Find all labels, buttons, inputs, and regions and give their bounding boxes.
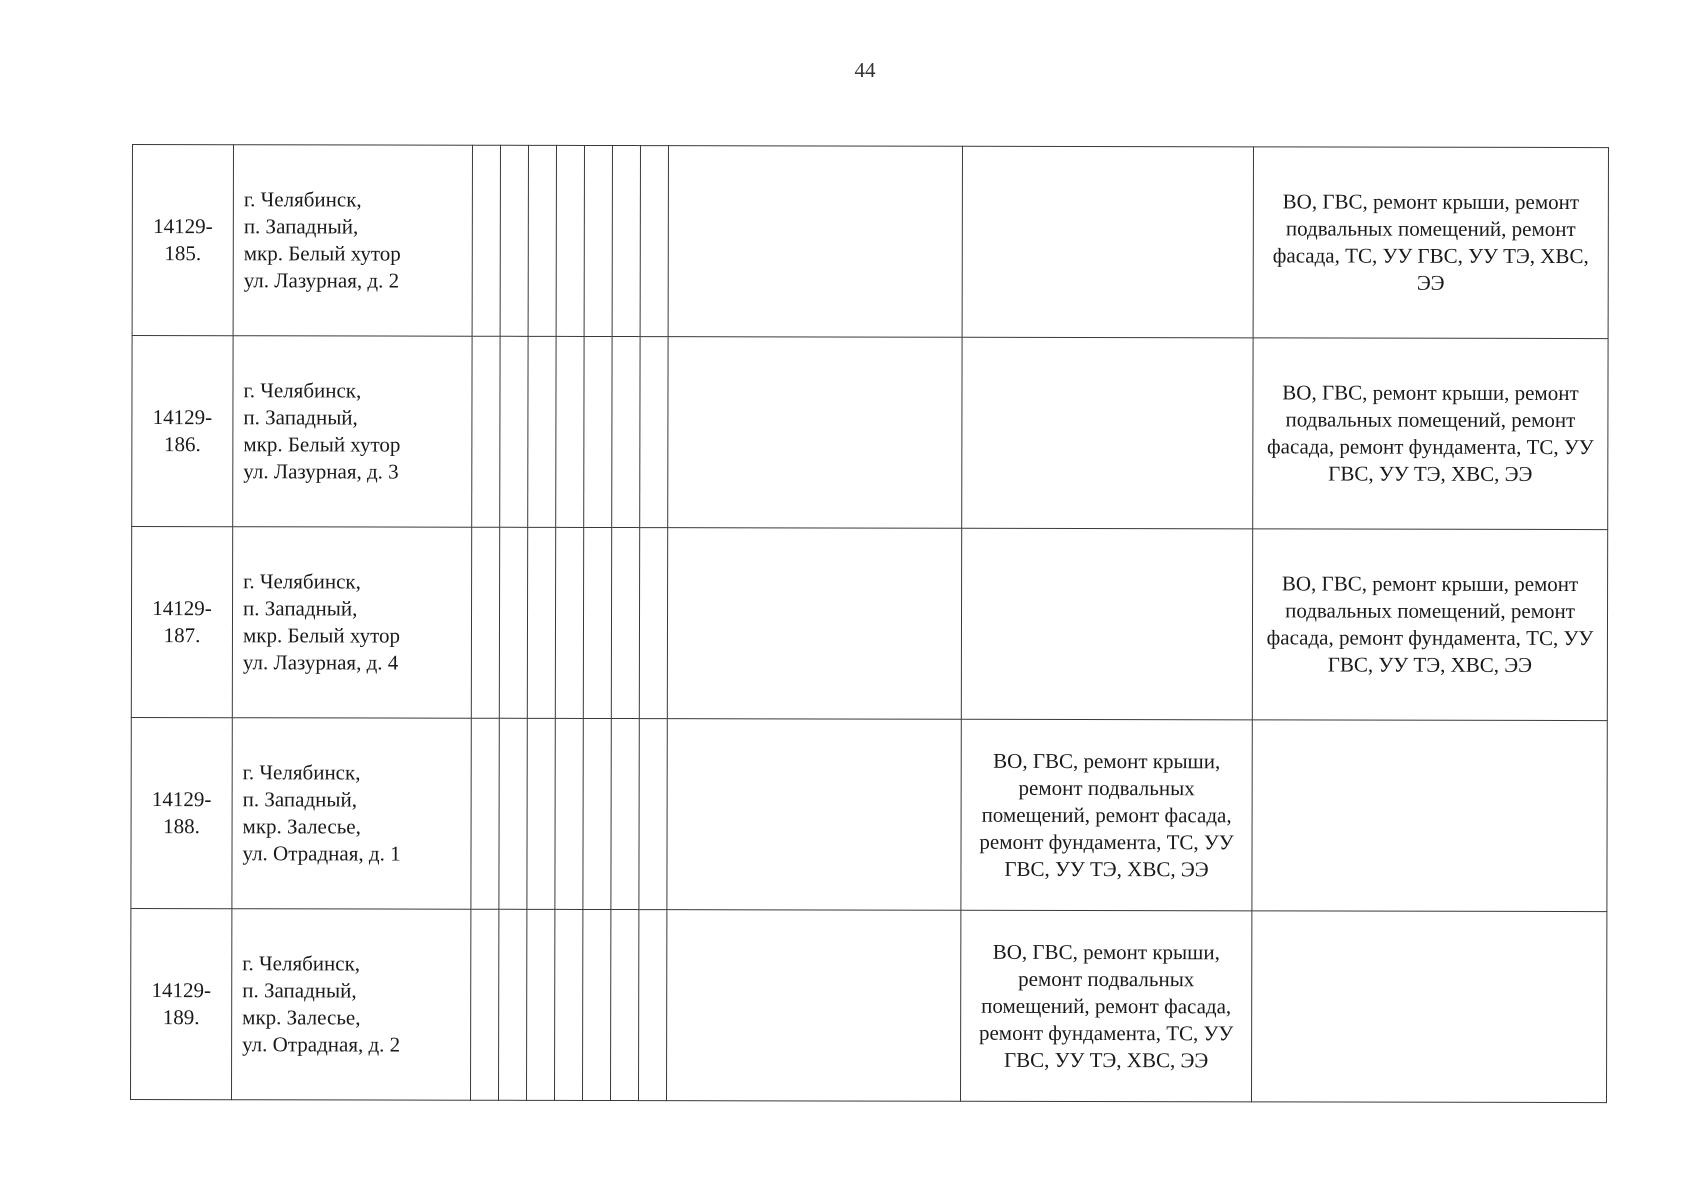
empty-cell: [612, 337, 640, 528]
address-line: мкр. Залесье,: [242, 1005, 361, 1030]
work-list-cell: ВО, ГВС, ремонт крыши, ремонт подвальных помещений, ремонт фасада, ремонт фундамента, ТС, УУ ГВС, УУ ТЭ, ХВС, ЭЭ: [1252, 529, 1607, 721]
address-line: ул. Отрадная, д. 2: [242, 1032, 401, 1057]
empty-cell: [527, 527, 555, 718]
work-list-cell: ВО, ГВС, ремонт крыши, ремонт подвальных помещений, ремонт фасада, ремонт фундамента, ТС, УУ ГВС, УУ ТЭ, ХВС, ЭЭ: [960, 910, 1251, 1102]
empty-cell: [612, 146, 640, 337]
empty-cell: [640, 337, 668, 528]
work-list-cell: [1252, 720, 1607, 912]
address-line: г. Челябинск,: [243, 378, 362, 403]
address-line: ул. Лазурная, д. 3: [243, 459, 399, 484]
address-line: мкр. Залесье,: [242, 814, 361, 839]
register-body: [130, 145, 1608, 1103]
table-row: [132, 145, 1608, 339]
work-list-cell: [962, 337, 1253, 529]
address-line: г. Челябинск,: [243, 569, 361, 594]
work-list-cell: ВО, ГВС, ремонт крыши, ремонт подвальных помещений, ремонт фасада, ремонт фундамента, ТС, УУ ГВС, УУ ТЭ, ХВС, ЭЭ: [961, 719, 1252, 911]
address-line: п. Западный,: [243, 214, 359, 239]
work-list-cell: [1251, 911, 1606, 1103]
work-list-cell: [961, 528, 1252, 720]
empty-cell: [668, 146, 962, 338]
empty-cell: [555, 718, 583, 909]
empty-cell: [527, 718, 555, 909]
empty-cell: [583, 718, 611, 909]
address-line: мкр. Белый хутор: [243, 241, 401, 266]
empty-cell: [470, 909, 498, 1100]
empty-cell: [472, 145, 500, 336]
empty-cell: [498, 909, 526, 1100]
empty-cell: [639, 528, 667, 719]
address-cell: [233, 145, 472, 337]
empty-cell: [610, 910, 638, 1101]
row-number: 14129- 189.: [130, 908, 231, 1099]
empty-cell: [556, 145, 584, 336]
empty-cell: [582, 909, 610, 1100]
empty-cell: [528, 336, 556, 527]
page-number: 44: [854, 58, 876, 82]
address-line: ул. Отрадная, д. 1: [242, 841, 401, 866]
address-line: ул. Лазурная, д. 2: [243, 268, 400, 293]
row-number: 14129- 186.: [132, 336, 233, 527]
empty-cell: [584, 145, 612, 336]
address-cell: [232, 718, 471, 910]
empty-cell: [555, 527, 583, 718]
work-list-cell: ВО, ГВС, ремонт крыши, ремонт подвальных помещений, ремонт фасада, ремонт фундамента, ТС, УУ ГВС, УУ ТЭ, ХВС, ЭЭ: [1253, 338, 1608, 530]
empty-cell: [499, 718, 527, 909]
empty-cell: [667, 719, 961, 911]
address-line: п. Западный,: [243, 596, 358, 621]
empty-cell: [471, 718, 499, 909]
empty-cell: [611, 528, 639, 719]
empty-cell: [500, 145, 528, 336]
address-line: г. Челябинск,: [242, 951, 361, 976]
row-number: 14129- 188.: [131, 717, 232, 908]
empty-cell: [471, 527, 499, 718]
empty-cell: [499, 527, 527, 718]
address-line: п. Западный,: [243, 405, 358, 430]
empty-cell: [639, 719, 667, 910]
empty-cell: [556, 336, 584, 527]
empty-cell: [638, 910, 666, 1101]
table-row: [130, 908, 1606, 1102]
empty-cell: [583, 527, 611, 718]
table-row: [132, 336, 1608, 530]
work-list-cell: [962, 146, 1253, 338]
empty-cell: [584, 336, 612, 527]
empty-cell: [472, 336, 500, 527]
address-line: п. Западный,: [242, 978, 357, 1003]
empty-cell: [666, 910, 960, 1102]
empty-cell: [611, 719, 639, 910]
empty-cell: [526, 909, 554, 1100]
address-cell: [231, 909, 470, 1101]
table-row: [131, 717, 1607, 911]
empty-cell: [668, 337, 962, 529]
empty-cell: [528, 145, 556, 336]
table-row: [131, 527, 1607, 721]
empty-cell: [554, 909, 582, 1100]
address-line: п. Западный,: [242, 787, 358, 812]
address-cell: [233, 336, 472, 528]
row-number: 14129- 187.: [131, 527, 232, 718]
address-line: мкр. Белый хутор: [243, 432, 401, 457]
address-line: ул. Лазурная, д. 4: [242, 650, 399, 675]
address-line: г. Челябинск,: [242, 760, 361, 785]
empty-cell: [667, 528, 961, 720]
address-line: мкр. Белый хутор: [242, 623, 401, 648]
empty-cell: [500, 336, 528, 527]
address-line: г. Челябинск,: [243, 187, 362, 212]
register-table: [130, 144, 1609, 1103]
address-cell: [232, 527, 471, 719]
empty-cell: [640, 146, 668, 337]
row-number: 14129- 185.: [132, 145, 233, 336]
work-list-cell: ВО, ГВС, ремонт крыши, ремонт подвальных помещений, ремонт фасада, ТС, УУ ГВС, УУ ТЭ, ХВС, ЭЭ: [1253, 147, 1608, 339]
